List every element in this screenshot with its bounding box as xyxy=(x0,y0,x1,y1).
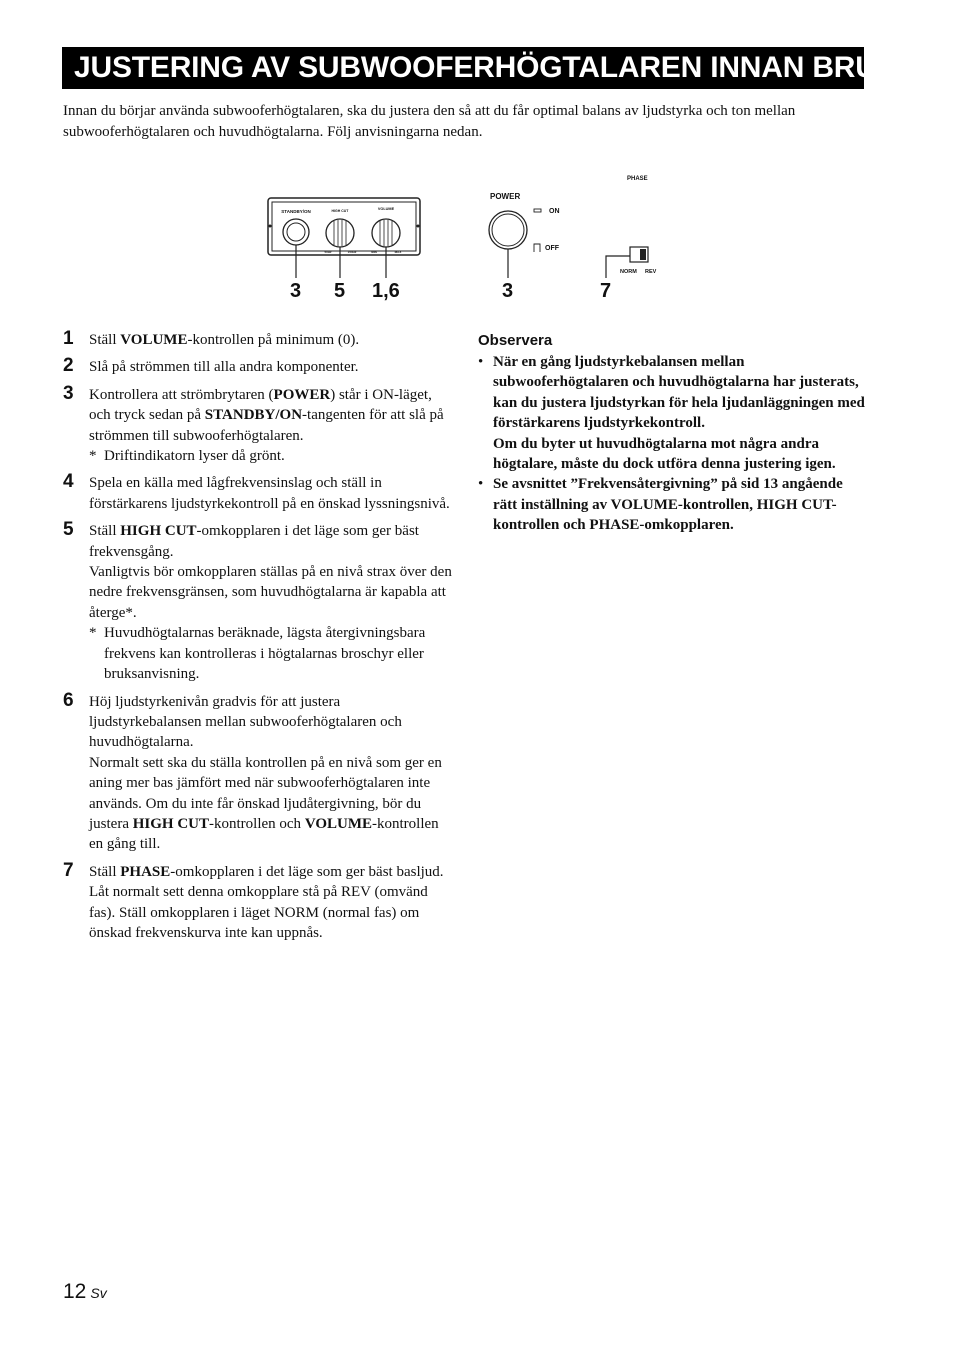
callout-power: 3 xyxy=(502,280,514,302)
volume-label: VOLUME xyxy=(377,207,395,211)
callout-volume: 1,6 xyxy=(372,280,400,302)
step-footnote: * Huvudhögtalarnas beräknade, lägsta återgivningsbara frekvens kan kontrolleras i högtalarnas broschyr eller bruksanvisning. xyxy=(89,625,426,683)
step-footnote: * Driftindikatorn lyser då grönt. xyxy=(89,448,285,465)
step-item xyxy=(63,382,453,467)
observera-heading: Observera xyxy=(478,332,553,349)
rev-label: REV xyxy=(645,269,657,275)
power-label: POWER xyxy=(490,192,521,201)
observera-item: • Se avsnittet ”Frekvensåtergivning” på sid 13 angående rätt inställning av VOLUME-kontrollen, HIGH CUT-kontrollen och PHASE-omkopplaren. xyxy=(478,476,843,534)
step-number: 5 xyxy=(63,519,74,541)
callout-high-cut: 5 xyxy=(334,280,346,302)
step-item xyxy=(63,689,453,855)
page-language: Sv xyxy=(90,1285,107,1301)
callout-standby: 3 xyxy=(290,280,302,302)
page-number xyxy=(63,1280,107,1304)
control-panel-figure xyxy=(0,160,954,310)
rear-panel-illustration xyxy=(489,176,657,278)
page-title: JUSTERING AV SUBWOOFERHÖGTALAREN INNAN BRUK xyxy=(74,51,899,84)
hz150-label: 150Hz xyxy=(347,250,357,254)
title-bar xyxy=(62,47,899,89)
step-item xyxy=(63,330,453,350)
step-item xyxy=(63,357,453,377)
front-panel-illustration xyxy=(268,198,420,278)
observera-item: • När en gång ljudstyrkebalansen mellan subwooferhögtalaren och huvudhögtalarna har justerats, kan du justera ljudstyrkan för hela ljudanläggningen med förstärkarens ljudstyrkekontroll. Om du byter ut huvudhögtalarna mot några andra högtalare, måste du dock utföra denna justering igen. xyxy=(478,354,865,473)
observera-box xyxy=(478,332,868,536)
step-text: Kontrollera att strömbrytaren (POWER) står i ON-läget, och tryck sedan på STANDBY/ON-tangenten för att slå på strömmen till subwooferhögtalaren. * Driftindikatorn lyser då grönt. xyxy=(89,385,453,467)
step-number: 1 xyxy=(63,328,74,349)
page-number-value: 12 xyxy=(63,1280,87,1303)
step-text: Ställ PHASE-omkopplaren i det läge som ger bäst basljud. Låt normalt sett denna omkopplare stå på REV (omvänd fas). Ställ omkopplaren i läget NORM (normal fas) om önskad frekvenskurva inte kan uppnås. xyxy=(89,863,444,941)
step-item xyxy=(63,521,453,684)
phase-label: PHASE xyxy=(627,176,648,182)
on-label: ON xyxy=(549,208,560,215)
step-item xyxy=(63,859,453,944)
off-label: OFF xyxy=(545,245,559,252)
step-text: Ställ HIGH CUT-omkopplaren i det läge som ger bäst frekvensgång. Vanligtvis bör omkopplaren ställas på en nivå strax över den nedre frekvensgränsen, som huvudhögtalarna är kapabla att återge*. * Huvudhögtalarnas beräknade, lägsta återgivningsbara frekvens kan kontrolleras i högtalarnas broschyr eller bruksanvisning. xyxy=(89,521,453,684)
step-number: 2 xyxy=(63,355,74,377)
standby-button-drawing xyxy=(283,219,309,245)
min-label: MIN xyxy=(371,250,377,254)
step-number: 6 xyxy=(63,689,74,711)
figure-drawing xyxy=(0,160,954,310)
step-text: Spela en källa med lågfrekvensinslag och ställ in förstärkarens ljudstyrkekontroll på en önskad lyssningsnivå. xyxy=(89,475,450,512)
steps-list xyxy=(63,330,453,950)
high-cut-label: HIGH CUT xyxy=(331,209,349,213)
step-item xyxy=(63,473,453,514)
intro-paragraph: Innan du börjar använda subwooferhögtalaren, ska du justera den så att du får optimal balans av ljudstyrka och ton mellan subwooferhögtalaren och huvudhögtalarna. Följ anvisningarna nedan. xyxy=(63,103,796,140)
step-number: 3 xyxy=(63,382,74,404)
hz50-label: 50Hz xyxy=(324,250,332,254)
observera-list xyxy=(478,352,868,536)
step-text: Slå på strömmen till alla andra komponenter. xyxy=(89,359,359,376)
high-cut-knob-drawing xyxy=(326,219,354,247)
step-text: Höj ljudstyrkenivån gradvis för att justera ljudstyrkebalansen mellan subwooferhögtalaren och huvudhögtalarna. Normalt sett ska du ställa kontrollen på en nivå som ger en aning mer bas jämfört med när subwooferhögtalaren inte används. Om du inte får önskad ljudåtergivning, bör du justera HIGH CUT-kontrollen och VOLUME-kontrollen en gång till. xyxy=(89,693,442,853)
max-label: MAX xyxy=(394,250,402,254)
step-text: Ställ VOLUME-kontrollen på minimum (0). xyxy=(89,332,360,348)
step-number: 7 xyxy=(63,859,74,881)
callout-phase: 7 xyxy=(600,280,612,302)
standby-label: STANDBY/ON xyxy=(281,209,311,214)
step-number: 4 xyxy=(63,471,74,493)
volume-knob-drawing xyxy=(372,219,400,247)
norm-label: NORM xyxy=(620,269,637,275)
